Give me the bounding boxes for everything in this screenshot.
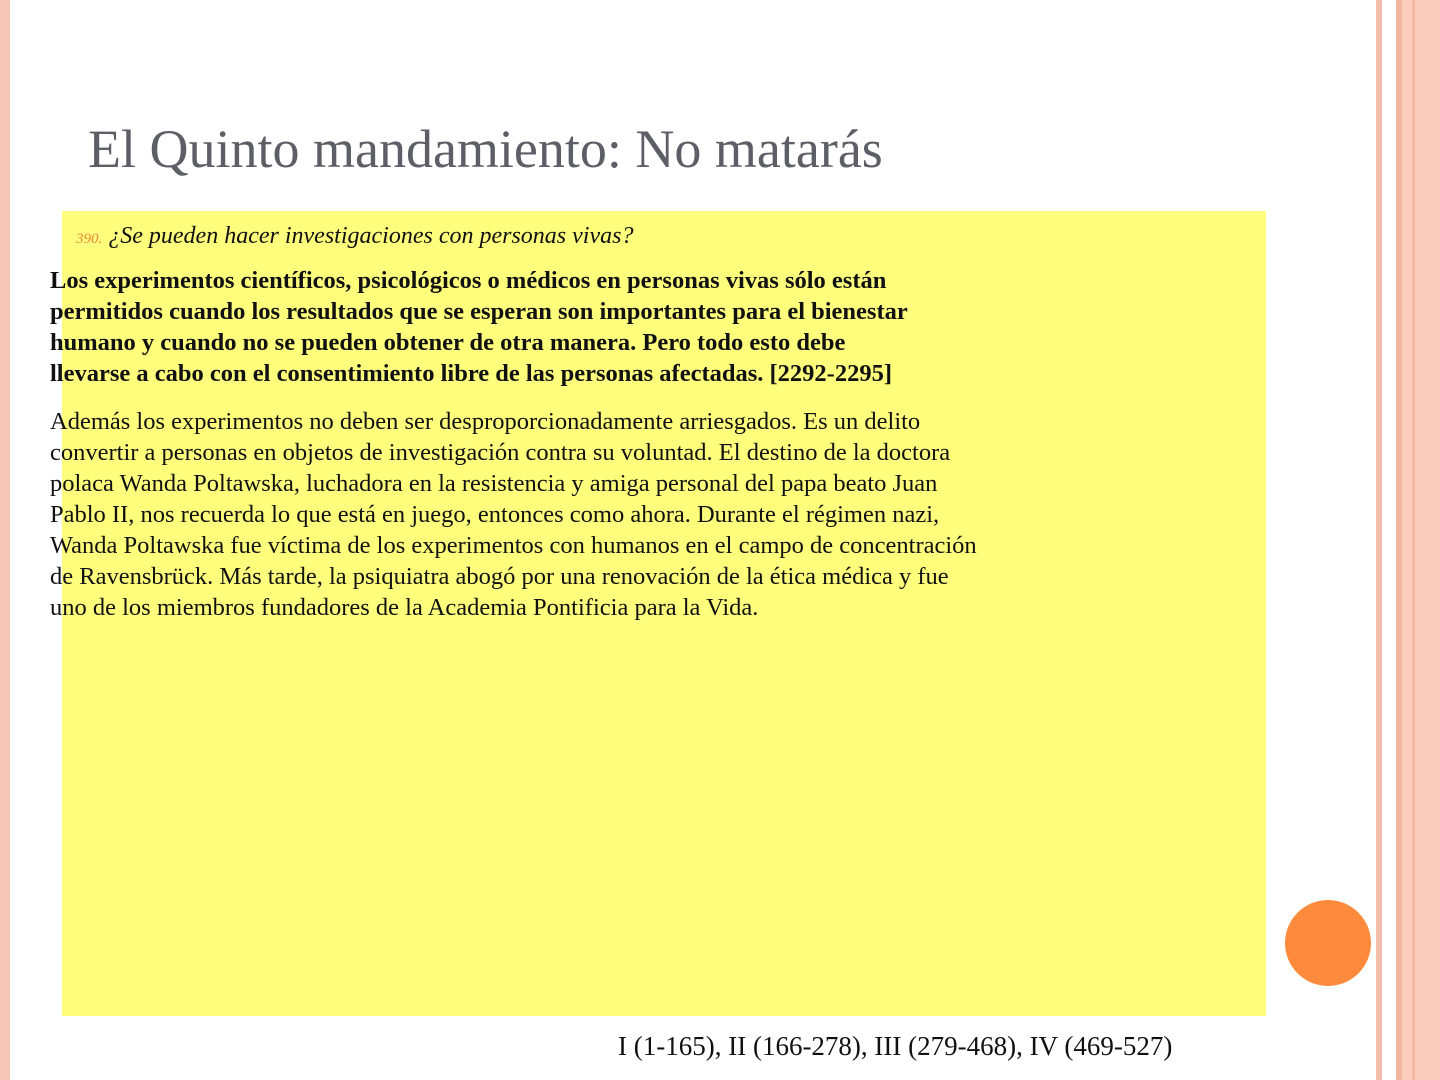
answer-bold-line: permitidos cuando los resultados que se esperan son importantes para el bienestar <box>50 298 908 325</box>
footer-reference: I (1-165), II (166-278), III (279-468), IV (469-527) <box>618 1031 1173 1061</box>
answer-body-line: polaca Wanda Poltawska, luchadora en la resistencia y amiga personal del papa beato Juan <box>50 470 938 497</box>
answer-bold-line: Los experimentos científicos, psicológicos o médicos en personas vivas sólo están <box>50 267 887 294</box>
left-border-inner <box>10 0 14 1080</box>
answer-body-line: Pablo II, nos recuerda lo que está en juego, entonces como ahora. Durante el régimen nazi, <box>50 501 940 528</box>
answer-bold-line: llevarse a cabo con el consentimiento libre de las personas afectadas. [2292-2295] <box>50 360 892 387</box>
right-border-gap <box>1382 0 1396 1080</box>
orange-circle-decoration <box>1285 900 1371 986</box>
right-border-band <box>1402 0 1440 1080</box>
question-text: ¿Se pueden hacer investigaciones con personas vivas? <box>108 223 634 249</box>
question-number: 390. <box>76 231 103 247</box>
right-border-stripe-e <box>1412 0 1415 1080</box>
answer-body-paragraph <box>50 406 1190 623</box>
slide-title: El Quinto mandamiento: No matarás <box>88 119 883 179</box>
answer-bold-paragraph <box>50 265 1190 389</box>
left-border-outer <box>0 0 10 1080</box>
answer-bold-line: humano y cuando no se pueden obtener de otra manera. Pero todo esto debe <box>50 329 846 356</box>
question-line <box>76 221 633 254</box>
answer-body-line: uno de los miembros fundadores de la Academia Pontificia para la Vida. <box>50 594 759 621</box>
answer-body-line: Además los experimentos no deben ser desproporcionadamente arriesgados. Es un delito <box>50 408 921 435</box>
answer-body-line: Wanda Poltawska fue víctima de los experimentos con humanos en el campo de concentración <box>50 532 977 559</box>
answer-body-line: convertir a personas en objetos de investigación contra su voluntad. El destino de la doctora <box>50 439 951 466</box>
answer-body-line: de Ravensbrück. Más tarde, la psiquiatra abogó por una renovación de la ética médica y fue <box>50 563 949 590</box>
